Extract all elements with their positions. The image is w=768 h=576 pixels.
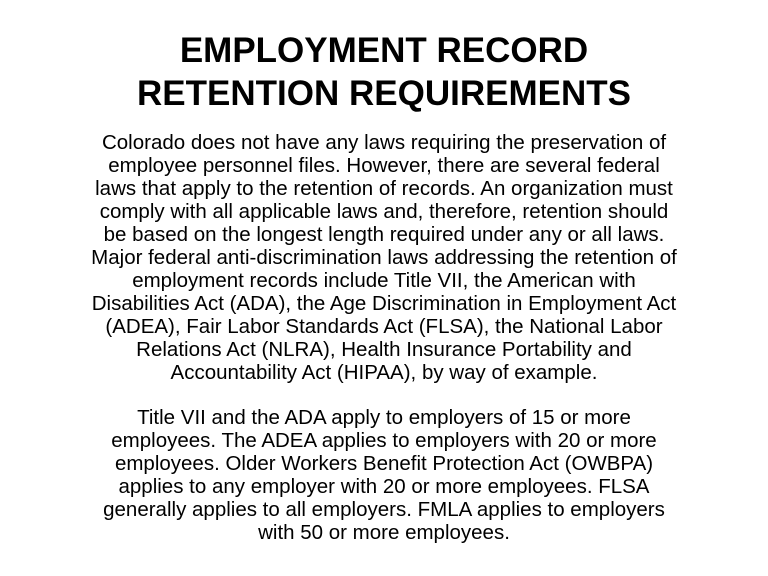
paragraph-employer-thresholds: [20, 406, 748, 544]
title-line: RETENTION REQUIREMENTS: [137, 74, 631, 113]
text-line: laws that apply to the retention of records. An organization must: [95, 177, 673, 200]
text-line: employees. Older Workers Benefit Protection Act (OWBPA): [114, 452, 654, 475]
text-line: comply with all applicable laws and, therefore, retention should: [99, 200, 669, 223]
paragraph-retention-laws: [20, 131, 748, 384]
text-line: Disabilities Act (ADA), the Age Discrimination in Employment Act: [91, 292, 677, 315]
text-line: Relations Act (NLRA), Health Insurance Portability and: [136, 338, 632, 361]
title-line: EMPLOYMENT RECORD: [179, 31, 589, 70]
text-line: employee personnel files. However, there are several federal: [108, 154, 660, 177]
text-line: Title VII and the ADA apply to employers of 15 or more: [137, 406, 631, 429]
text-line: (ADEA), Fair Labor Standards Act (FLSA), the National Labor: [105, 315, 663, 338]
text-line: employees. The ADEA applies to employers with 20 or more: [111, 429, 657, 452]
text-line: employment records include Title VII, the American with: [132, 269, 636, 292]
slide-title: [0, 29, 768, 115]
text-line: Colorado does not have any laws requiring the preservation of: [101, 131, 667, 154]
text-line: applies to any employer with 20 or more employees. FLSA: [118, 475, 650, 498]
text-line: Accountability Act (HIPAA), by way of example.: [170, 361, 598, 384]
text-line: Major federal anti-discrimination laws addressing the retention of: [91, 246, 677, 269]
text-line: generally applies to all employers. FMLA applies to employers: [103, 498, 665, 521]
text-line: be based on the longest length required under any or all laws.: [103, 223, 665, 246]
text-line: with 50 or more employees.: [258, 521, 510, 544]
